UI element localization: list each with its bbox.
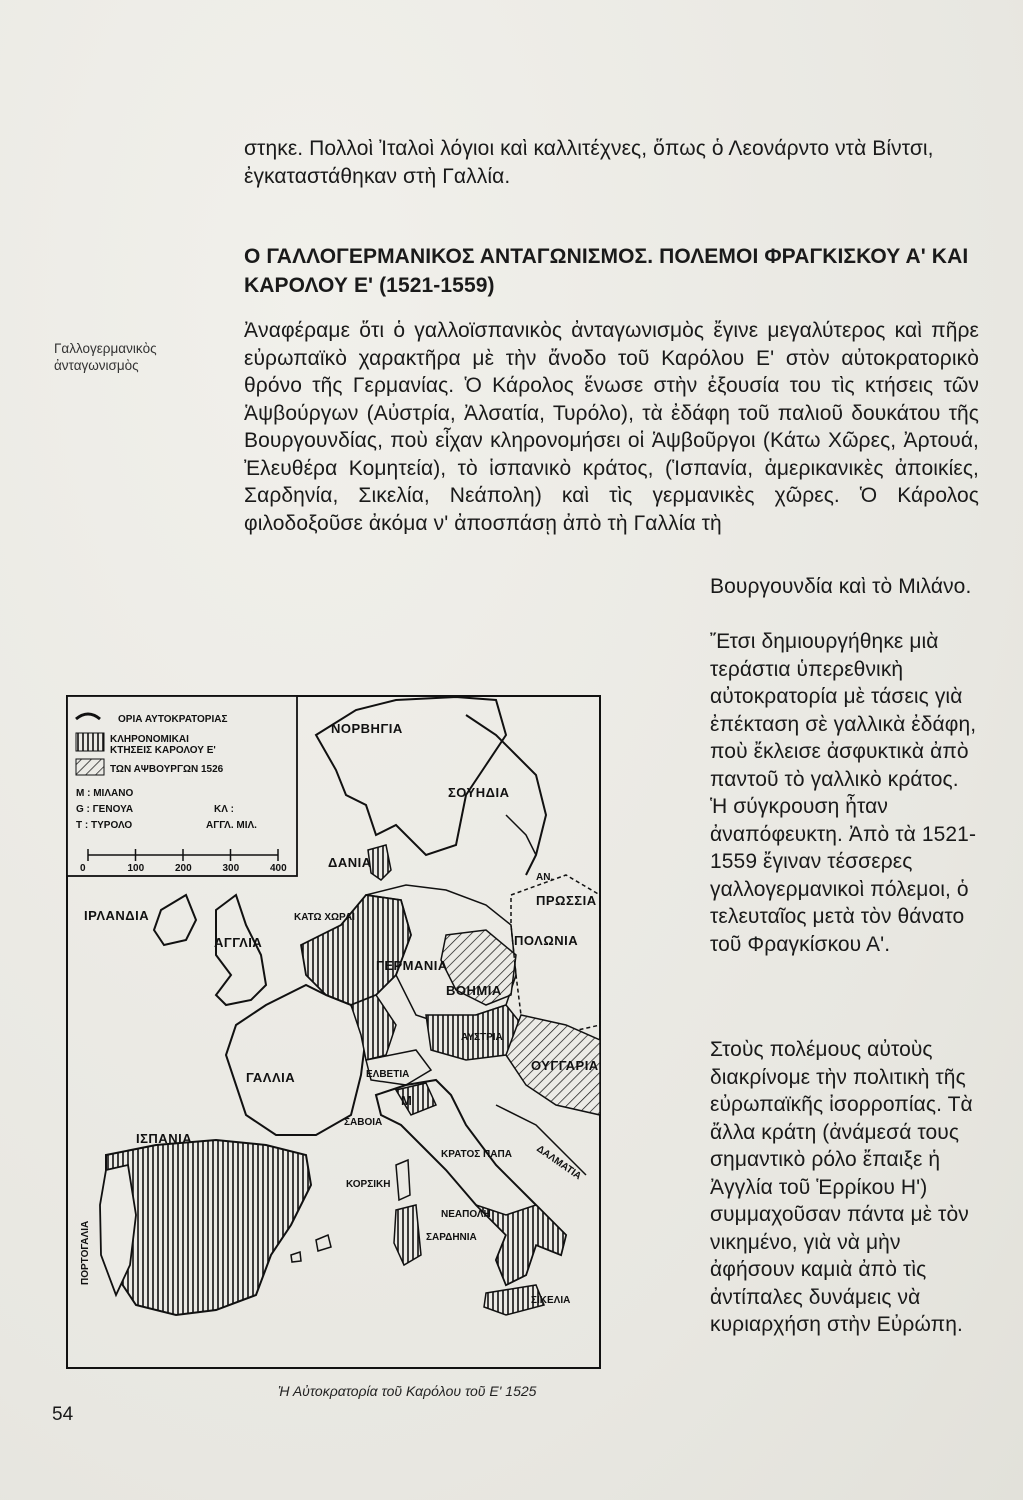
paragraph-1: Ἀναφέραμε ὅτι ὁ γαλλοϊσπανικὸς ἀνταγωνισμὸς ἔγινε μεγαλύτερος καὶ πῆρε εὐρωπαϊκὸ χαρακτῆρα μὲ τὴν ἄνοδο τοῦ Καρόλου Ε' στὸν αὐτοκρατορικὸ θρόνο τῆς Γερμανίας. Ὁ Κάρολος ἕνωσε στὴν ἐξουσία του τὶς κτήσεις τῶν Ἁψβούργων (Αὐστρία, Ἀλσατία, Τυρόλο), τὰ ἐδάφη τοῦ παλιοῦ δουκάτου τῆς Βουργουνδίας, ποὺ εἶχαν κληρονομήσει οἱ Ἁψβοῦργοι (Κάτω Χῶρες, Ἀρτουά, Ἐλευθέρα Κομητεία), τὸ ἱσπανικὸ κράτος, (Ἱσπανία, ἀμερικανικὲς ἀποικίες, Σαρδηνία, Σικελία, Νεάπολη) καὶ τὶς γερμανικὲς χῶρες. Ὁ Κάρολος φιλοδοξοῦσε ἀκόμα ν' ἀποσπάσῃ ἀπὸ τὴ Γαλλία τὴ	[244, 319, 979, 535]
legend-borders: ΟΡΙΑ ΑΥΤΟΚΡΑΤΟΡΙΑΣ	[118, 714, 228, 725]
legend-t: Τ : ΤΥΡΟΛΟ	[76, 820, 133, 831]
legend-habsburg: ΤΩΝ ΑΨΒΟΥΡΓΩΝ 1526	[110, 764, 224, 775]
page-number: 54	[52, 1404, 74, 1425]
legend-hereditary-1: ΚΛΗΡΟΝΟΜΙΚΑΙ	[110, 734, 189, 745]
label-an: ΑΝ.	[536, 872, 554, 883]
map-caption: Ἡ Αὐτοκρατορία τοῦ Καρόλου τοῦ Ε' 1525	[278, 1383, 537, 1399]
label-vohemia: ΒΟΗΜΙΑ	[446, 983, 502, 998]
scale-tick-label: 0	[80, 863, 86, 874]
legend-hereditary-swatch	[76, 733, 104, 751]
legend-m: Μ : ΜΙΛΑΝΟ	[76, 788, 134, 799]
map-svg	[66, 695, 601, 1369]
label-kato-xores: ΚΑΤΩ ΧΩΡΑΙ	[294, 912, 355, 923]
legend-habsburg-swatch	[76, 759, 104, 775]
historical-map	[66, 695, 601, 1369]
map-france	[226, 985, 366, 1135]
label-elvetia: ΕΛΒΕΤΙΑ	[366, 1069, 410, 1080]
label-portogalia: ΠΟΡΤΟΓΑΛΙΑ	[80, 1220, 91, 1285]
label-polonia: ΠΟΛΩΝΙΑ	[514, 933, 579, 948]
label-irlandia: ΙΡΛΑΝΔΙΑ	[84, 908, 150, 923]
map-britain	[216, 895, 266, 1005]
label-m: Μ	[401, 1093, 413, 1108]
label-sardinia: ΣΑΡΔΗΝΙΑ	[426, 1232, 477, 1243]
label-dania: ΔΑΝΙΑ	[328, 855, 372, 870]
scale-tick-label: 300	[222, 863, 240, 874]
label-ispania: ΙΣΠΑΝΙΑ	[136, 1131, 193, 1146]
map-corsica	[396, 1160, 410, 1200]
label-dalmatia: ΔΑΛΜΑΤΙΑ	[534, 1143, 584, 1183]
label-prossia: ΠΡΩΣΣΙΑ	[536, 893, 597, 908]
paragraph-1-end: Βουργουνδία καὶ τὸ Μιλάνο.	[710, 575, 972, 598]
label-kratos-papa: ΚΡΑΤΟΣ ΠΑΠΑ	[441, 1149, 512, 1160]
legend-ka: ΚΛ :	[214, 804, 234, 815]
label-neapoli: ΝΕΑΠΟΛΗ	[441, 1209, 491, 1220]
paragraph-2: Ἔτσι δημιουργήθηκε μιὰ τεράστια ὑπερεθνικὴ αὐτοκρατορία μὲ τάσεις γιὰ ἐπέκταση σὲ γαλλικὰ ἐδάφη, ποὺ ἔκλεισε ἀσφυκτικὰ ἀπὸ παντοῦ τὸ γαλλικὸ κράτος. Ἡ σύγκρουση ἦταν ἀναπόφευκτη. Ἀπὸ τὰ 1521-1559 ἔγιναν τέσσερες γαλλογερμανικοὶ πόλεμοι, ὁ τελευταῖος μετὰ τὸν θάνατο τοῦ Φραγκίσκου Α'.	[710, 630, 977, 956]
label-savoia: ΣΑΒΟΙΑ	[344, 1117, 383, 1128]
label-norvegia: ΝΟΡΒΗΓΙΑ	[331, 721, 403, 736]
intro-text: στηκε. Πολλοὶ Ἰταλοὶ λόγιοι καὶ καλλιτέχνες, ὅπως ὁ Λεονάρντο ντὰ Βίντσι, ἐγκαταστάθηκαν στὴ Γαλλία.	[244, 137, 934, 188]
label-korsiki: ΚΟΡΣΙΚΗ	[346, 1179, 391, 1190]
map-franche-comte	[351, 995, 396, 1060]
margin-note: Γαλλογερμανικὸς ἀνταγωνισμὸς	[54, 341, 157, 373]
section-heading: Ο ΓΑΛΛΟΓΕΡΜΑΝΙΚΟΣ ΑΝΤΑΓΩΝΙΣΜΟΣ. ΠΟΛΕΜΟΙ ΦΡΑΓΚΙΣΚΟΥ Α' ΚΑΙ ΚΑΡΟΛΟΥ Ε' (1521-1559)	[244, 245, 969, 297]
label-gallia: ΓΑΛΛΙΑ	[246, 1070, 296, 1085]
label-germania: ΓΕΡΜΑΝΙΑ	[376, 958, 448, 973]
label-souidia: ΣΟΥΗΔΙΑ	[448, 785, 510, 800]
legend-ka2: ΑΓΓΛ. ΜΙΛ.	[206, 820, 257, 831]
paragraph-3: Στοὺς πολέμους αὐτοὺς διακρίνομε τὴν πολιτικὴ τῆς εὐρωπαϊκῆς ἰσορροπίας. Τὰ ἄλλα κράτη (ἀνάμεσά τους σημαντικὸ ρόλο ἔπαιξε ἡ Ἀγγλία τοῦ Ἑρρίκου Η') συμμαχοῦσαν πάντα μὲ τὸν νικημένο, γιὰ νὰ μὴν ἀφήσουν καμιὰ ἀπὸ τὶς ἀντίπαλες δυνάμεις νὰ κυριαρχήση στὴν Εὐρώπη.	[710, 1038, 973, 1336]
label-sikelia: ΣΙΚΕΛΙΑ	[531, 1295, 571, 1306]
map-sardinia	[394, 1205, 421, 1265]
legend-hereditary-2: ΚΤΗΣΕΙΣ ΚΑΡΟΛΟΥ Ε'	[110, 745, 216, 756]
map-ireland	[154, 895, 196, 945]
scale-tick-label: 200	[175, 863, 192, 874]
scale-tick-label: 400	[270, 863, 287, 874]
label-anglia: ΑΓΓΛΙΑ	[214, 935, 263, 950]
map-spain	[106, 1140, 311, 1315]
scale-tick-label: 100	[127, 863, 145, 874]
label-ouggaria: ΟΥΓΓΑΡΙΑ	[531, 1058, 599, 1073]
legend-g: G : ΓΕΝΟΥΑ	[76, 804, 134, 815]
label-austria: ΑΥΣΤΡΙΑ	[461, 1032, 503, 1043]
